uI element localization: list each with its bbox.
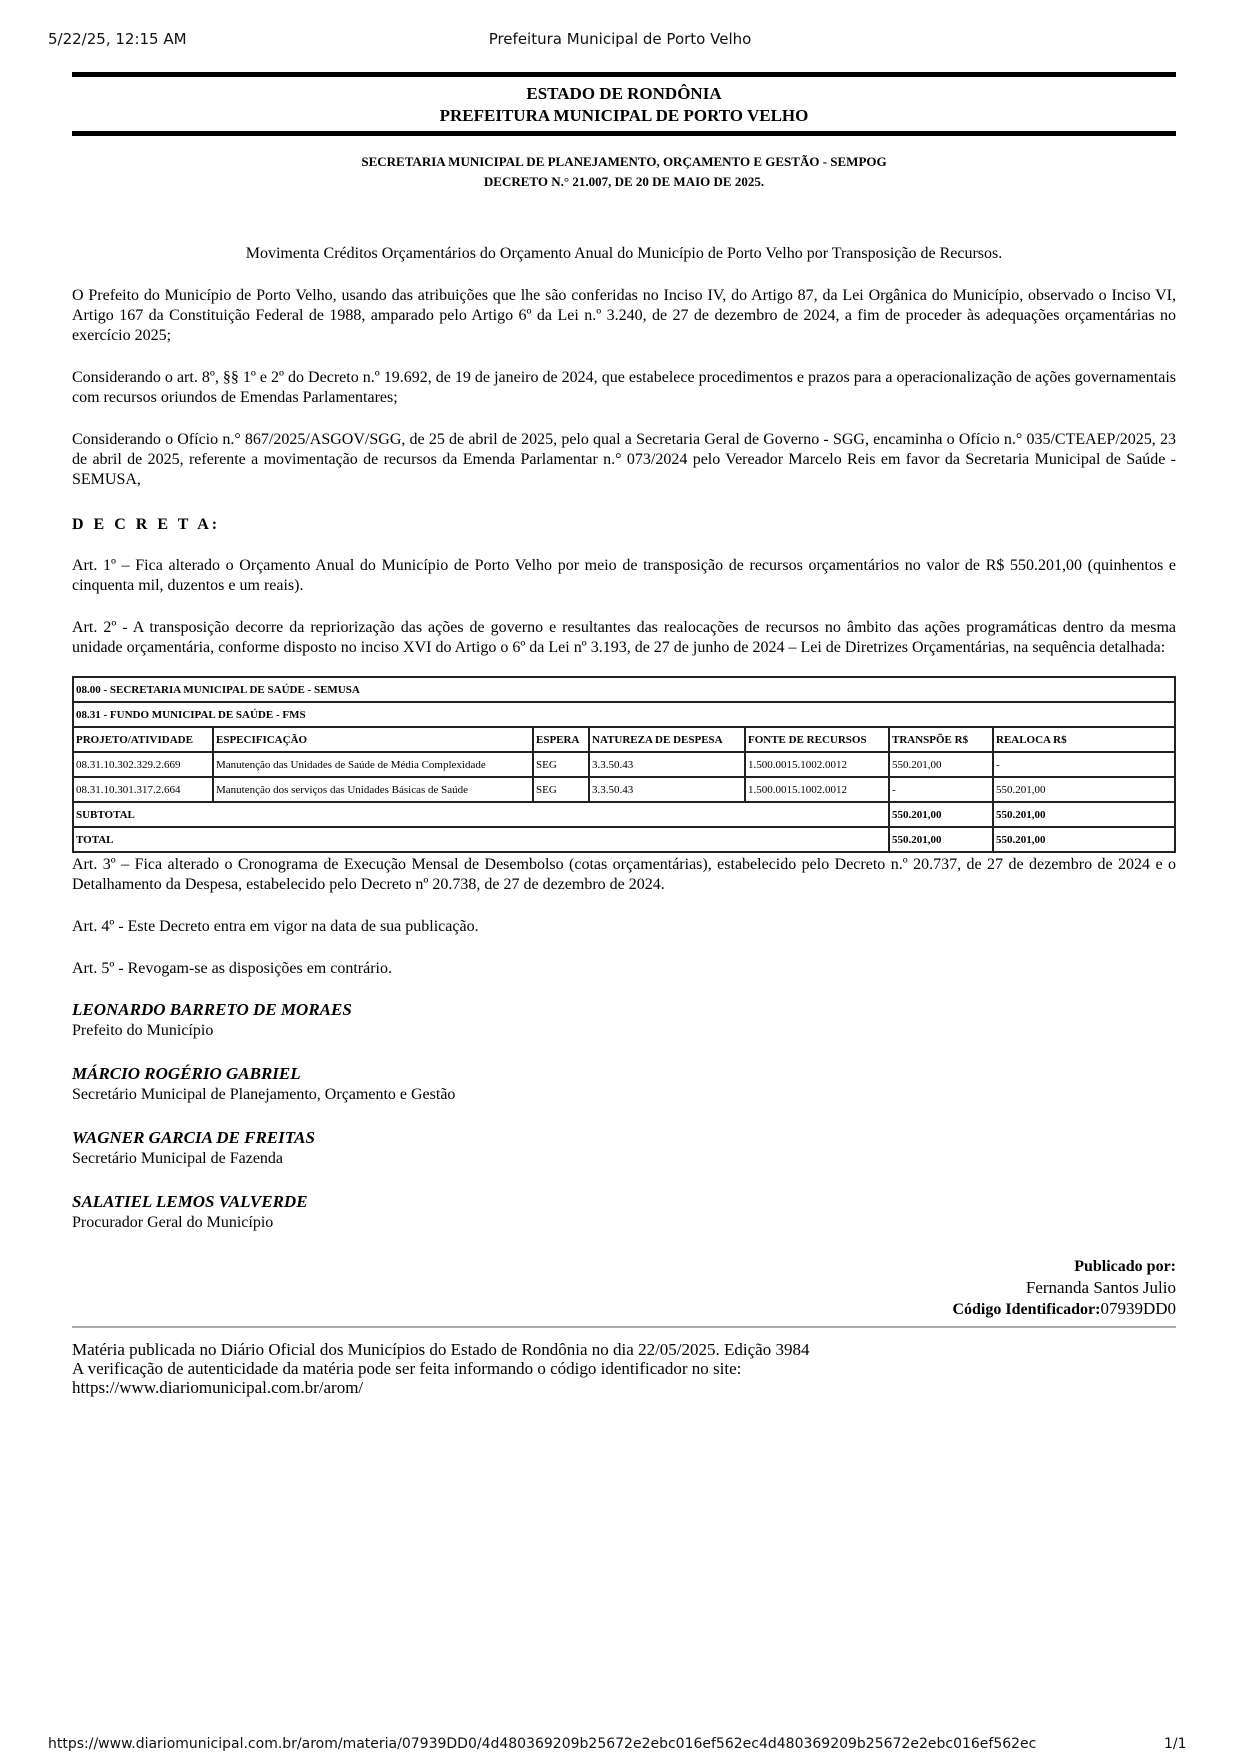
org-unit-row [73, 677, 1175, 702]
masthead-prefecture: PREFEITURA MUNICIPAL DE PORTO VELHO [439, 106, 809, 125]
print-page-title: Prefeitura Municipal de Porto Velho [488, 30, 752, 48]
cell-natureza: 3.3.50.43 [589, 752, 745, 777]
considering-1: Considerando o art. 8º, §§ 1º e 2º do Decreto n.º 19.692, de 19 de janeiro de 2024, que estabelece procedimentos e prazos para a operacionalização de ações governamentais com recursos oriundos de Emendas Parlamentares; [72, 369, 1176, 406]
article-3: Art. 3º – Fica alterado o Cronograma de Execução Mensal de Desembolso (cotas orçamentárias), estabelecido pelo Decreto n.º 20.737, de 27 de dezembro de 2024 e o Detalhamento da Despesa, estabelecido pelo Decreto nº 20.738, de 27 de dezembro de 2024. [72, 856, 1176, 893]
article-4: Art. 4º - Este Decreto entra em vigor na data de sua publicação. [72, 918, 479, 935]
signatory-role: Prefeito do Município [72, 1022, 214, 1039]
table-header-row [73, 727, 1175, 752]
total-row [73, 827, 1175, 852]
article-2: Art. 2º - A transposição decorre da repriorização das ações de governo e resultantes das realocações de recursos no âmbito das ações programáticas dentro da mesma unidade orçamentária, conforme disposto no inciso XVI do Artigo o 6º da Lei nº 3.193, de 27 de junho de 2024 – Lei de Diretrizes Orçamentárias, na sequência detalhada: [72, 619, 1176, 656]
header-realoca: REALOCA R$ [993, 727, 1175, 752]
cell-projeto: 08.31.10.301.317.2.664 [73, 777, 213, 802]
article-5: Art. 5º - Revogam-se as disposições em contrário. [72, 960, 392, 977]
footnote-publication: Matéria publicada no Diário Oficial dos Municípios do Estado de Rondônia no dia 22/05/2025. Edição 3984 [72, 1340, 810, 1359]
cell-realoca: 550.201,00 [993, 777, 1175, 802]
signature [72, 1191, 1176, 1233]
decreta-heading: D E C R E T A: [72, 516, 221, 533]
total-label: TOTAL [73, 827, 889, 852]
signatory-role: Procurador Geral do Município [72, 1214, 274, 1231]
budget-unit: 08.31 - FUNDO MUNICIPAL DE SAÚDE - FMS [73, 702, 1175, 727]
footnote-verification: A verificação de autenticidade da matéria pode ser feita informando o código identificador no site: [72, 1359, 742, 1378]
header-espera: ESPERA [533, 727, 589, 752]
cell-transpoe: 550.201,00 [889, 752, 993, 777]
subtotal-row [73, 802, 1175, 827]
signatory-role: Secretário Municipal de Fazenda [72, 1150, 284, 1167]
cell-natureza: 3.3.50.43 [589, 777, 745, 802]
cell-especificacao: Manutenção dos serviços das Unidades Básicas de Saúde [213, 777, 533, 802]
cell-espera: SEG [533, 777, 589, 802]
decree-heading [72, 152, 1176, 192]
cell-transpoe: - [889, 777, 993, 802]
cell-realoca: - [993, 752, 1175, 777]
subtotal-transpoe: 550.201,00 [889, 802, 993, 827]
signature [72, 999, 1176, 1041]
signatory-name: SALATIEL LEMOS VALVERDE [72, 1192, 308, 1211]
signature [72, 1127, 1176, 1169]
published-by: Fernanda Santos Julio [1025, 1278, 1176, 1297]
header-fonte: FONTE DE RECURSOS [745, 727, 889, 752]
considering-2: Considerando o Ofício n.° 867/2025/ASGOV/SGG, de 25 de abril de 2025, pelo qual a Secretaria Geral de Governo - SGG, encaminha o Ofício n.° 035/CTEAEP/2025, 23 de abril de 2025, referente a movimentação de recursos da Emenda Parlamentar n.° 073/2024 pelo Vereador Marcelo Reis em favor da Secretaria Municipal de Saúde - SEMUSA, [72, 431, 1176, 488]
subtotal-label: SUBTOTAL [73, 802, 889, 827]
signatory-name: MÁRCIO ROGÉRIO GABRIEL [72, 1064, 301, 1083]
cell-espera: SEG [533, 752, 589, 777]
org-unit: 08.00 - SECRETARIA MUNICIPAL DE SAÚDE - SEMUSA [73, 677, 1175, 702]
decree-title: DECRETO N.° 21.007, DE 20 DE MAIO DE 2025. [483, 174, 765, 189]
header-transpoe: TRANSPÕE R$ [889, 727, 993, 752]
header-projeto: PROJETO/ATIVIDADE [73, 727, 213, 752]
signatory-name: WAGNER GARCIA DE FREITAS [72, 1128, 315, 1147]
published-by-label: Publicado por: [1074, 1258, 1176, 1275]
signatory-role: Secretário Municipal de Planejamento, Orçamento e Gestão [72, 1086, 456, 1103]
decree-page [72, 72, 1176, 1397]
masthead-bottom-rule [72, 131, 1176, 136]
table-row [73, 752, 1175, 777]
header-natureza: NATUREZA DE DESPESA [589, 727, 745, 752]
footnote [72, 1340, 1176, 1397]
cell-especificacao: Manutenção das Unidades de Saúde de Média Complexidade [213, 752, 533, 777]
signature-block [72, 999, 1176, 1233]
article-1: Art. 1º – Fica alterado o Orçamento Anual do Município de Porto Velho por meio de transposição de recursos orçamentários no valor de R$ 550.201,00 (quinhentos e cinquenta mil, duzentos e um reais). [72, 557, 1176, 594]
cell-fonte: 1.500.0015.1002.0012 [745, 752, 889, 777]
print-header [0, 30, 1240, 54]
decree-summary: Movimenta Créditos Orçamentários do Orçamento Anual do Município de Porto Velho por Transposição de Recursos. [245, 245, 1003, 262]
cell-fonte: 1.500.0015.1002.0012 [745, 777, 889, 802]
budget-unit-row [73, 702, 1175, 727]
header-especificacao: ESPECIFICAÇÃO [213, 727, 533, 752]
cell-projeto: 08.31.10.302.329.2.669 [73, 752, 213, 777]
subtotal-realoca: 550.201,00 [993, 802, 1175, 827]
code-label: Código Identificador: [952, 1301, 1101, 1318]
secretariat-name: SECRETARIA MUNICIPAL DE PLANEJAMENTO, ORÇAMENTO E GESTÃO - SEMPOG [361, 154, 887, 169]
masthead-state: ESTADO DE RONDÔNIA [526, 84, 722, 103]
footnote-site-link[interactable]: https://www.diariomunicipal.com.br/arom/ [72, 1378, 364, 1397]
footnote-divider [72, 1326, 1176, 1328]
page-number: 1/1 [1164, 1736, 1187, 1752]
signature [72, 1063, 1176, 1105]
print-url: https://www.diariomunicipal.com.br/arom/materia/07939DD0/4d480369209b25672e2ebc016ef562ec4d480369209b25672e2ebc016ef562ec [48, 1736, 1037, 1752]
masthead-top-rule [72, 72, 1176, 77]
budget-table [72, 676, 1176, 853]
print-datetime: 5/22/25, 12:15 AM [48, 30, 187, 48]
total-realoca: 550.201,00 [993, 827, 1175, 852]
signatory-name: LEONARDO BARRETO DE MORAES [72, 1000, 352, 1019]
preamble: O Prefeito do Município de Porto Velho, usando das atribuições que lhe são conferidas no Inciso IV, do Artigo 87, da Lei Orgânica do Município, observado o Inciso VI, Artigo 167 da Constituição Federal de 1988, amparado pelo Artigo 6º da Lei n.º 3.240, de 27 de dezembro de 2024, a fim de proceder às adequações orçamentárias no exercício 2025; [72, 287, 1176, 344]
identifier-code: 07939DD0 [1100, 1299, 1176, 1318]
masthead [72, 83, 1176, 127]
publication-info [72, 1255, 1176, 1320]
total-transpoe: 550.201,00 [889, 827, 993, 852]
table-row [73, 777, 1175, 802]
